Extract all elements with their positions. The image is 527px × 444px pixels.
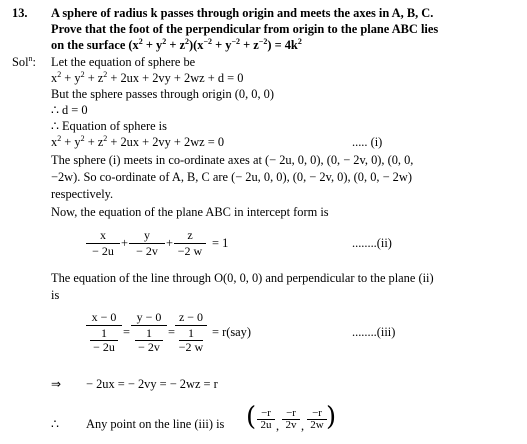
solution-line-4: ∴ d = 0 <box>51 103 88 117</box>
solution-line-11: The equation of the line through O(0, 0, 0) and perpendicular to the plane (ii) <box>51 271 434 285</box>
solution-line-12: is <box>51 288 60 302</box>
plus-sign: + <box>166 236 173 250</box>
question-line-2: Prove that the foot of the perpendicular from origin to the plane ABC lies <box>51 22 439 36</box>
fraction-x-line: x − 0 1 − 2u <box>86 311 122 354</box>
close-paren: ) <box>326 402 337 432</box>
solution-line-9: respectively. <box>51 187 114 201</box>
implies-symbol: ⇒ <box>51 377 62 391</box>
solution-label: Sol$^n$: <box>12 54 36 69</box>
question-line-3: on the surface $(x^2 + y^2 + z^2)(x^{-2} + y^{-2} + z^{-2}) = 4k^2$ <box>51 37 302 52</box>
fraction-z-line: z − 0 1 −2 w <box>175 311 207 354</box>
solution-line-3: But the sphere passes through origin (0, 0, 0) <box>51 87 274 101</box>
fraction-x-over-2u: x − 2u <box>86 229 120 258</box>
plus-sign: + <box>121 236 128 250</box>
solution-line-1: Let the equation of sphere be <box>51 55 196 69</box>
comma: , <box>276 419 280 433</box>
comma: , <box>301 419 305 433</box>
solution-line-14: Any point on the line (iii) is <box>86 417 225 431</box>
equation-tag-i: ..... (i) <box>352 135 383 149</box>
solution-line-13: − 2ux = − 2vy = − 2wz = r <box>86 377 218 391</box>
equation-tag-ii: ........(ii) <box>352 236 392 250</box>
fraction-z-over-2w: z −2 w <box>174 229 206 258</box>
open-paren: ( <box>246 402 257 432</box>
therefore-symbol: ∴ <box>51 417 59 431</box>
equals-sign: = <box>123 325 130 339</box>
equals-sign: = <box>168 325 175 339</box>
question-number: 13. <box>12 6 28 20</box>
solution-line-7: The sphere (i) meets in co-ordinate axes at (− 2u, 0, 0), (0, − 2v, 0), (0, 0, <box>51 153 414 167</box>
solution-line-8: −2w). So co-ordinate of A, B, C are (− 2u, 0, 0), (0, − 2v, 0), (0, 0, − 2w) <box>51 170 412 184</box>
equation-rhs: = 1 <box>212 236 229 250</box>
sphere-equation-simplified: $x^2 + y^2 + z^2 + 2ux + 2vy + 2wz = 0$ <box>51 134 225 149</box>
equation-tag-iii: ........(iii) <box>352 325 396 339</box>
question-line-1: A sphere of radius k passes through origin and meets the axes in A, B, C. <box>51 6 434 20</box>
point-x-fraction: −r 2u <box>257 408 275 431</box>
fraction-y-over-2v: y − 2v <box>129 229 165 258</box>
solution-line-10: Now, the equation of the plane ABC in intercept form is <box>51 205 329 219</box>
fraction-y-line: y − 0 1 − 2v <box>131 311 167 354</box>
sphere-equation: $x^2 + y^2 + z^2 + 2ux + 2vy + 2wz + d = 0$ <box>51 70 244 85</box>
point-z-fraction: −r 2w <box>307 408 327 431</box>
point-y-fraction: −r 2v <box>282 408 300 431</box>
equation-rhs: = r(say) <box>212 325 251 339</box>
solution-line-5: ∴ Equation of sphere is <box>51 119 167 133</box>
